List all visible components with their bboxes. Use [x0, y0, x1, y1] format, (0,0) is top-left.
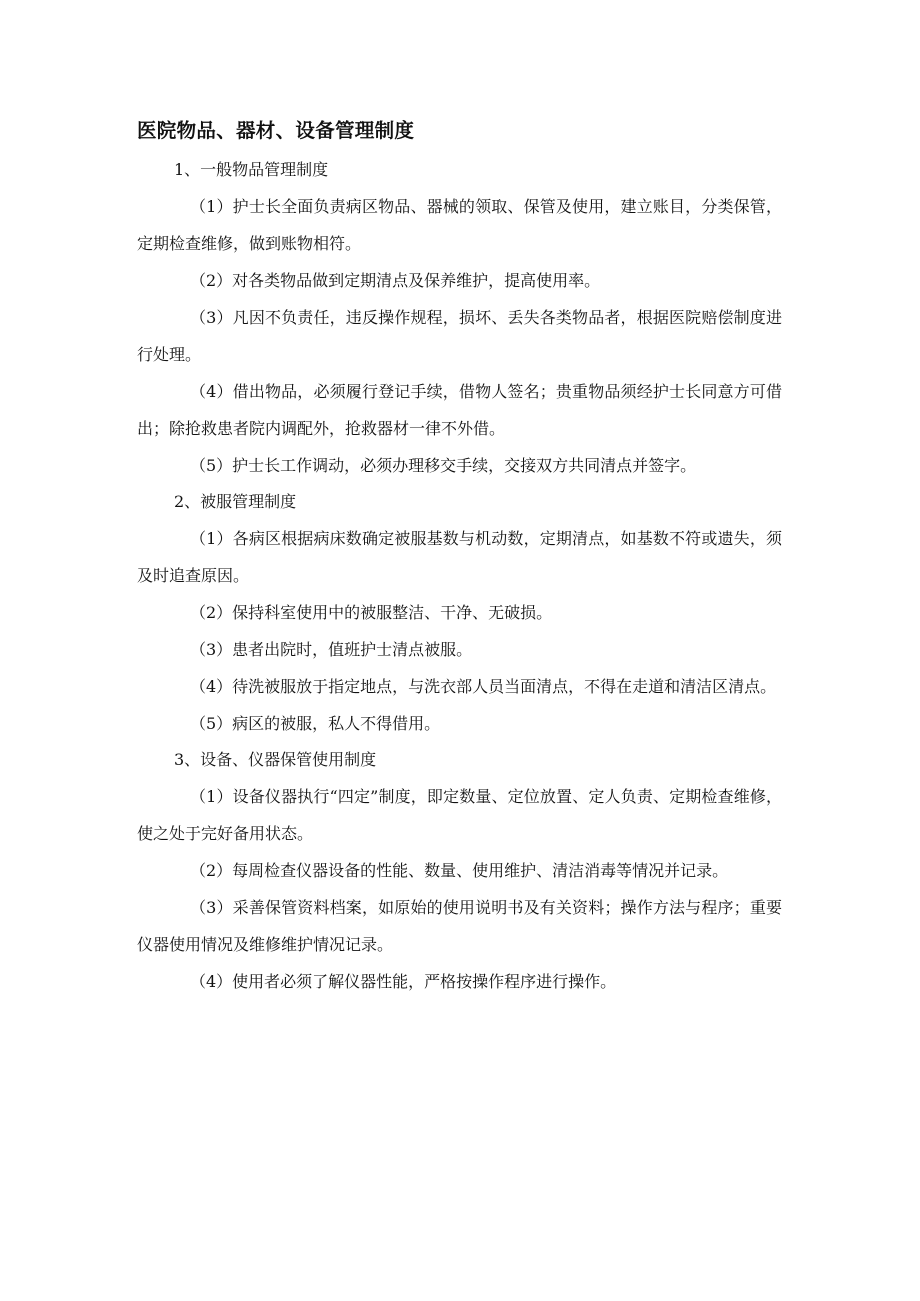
- document-title: 医院物品、器材、设备管理制度: [137, 119, 415, 142]
- paragraph-item: （2）保持科室使用中的被服整洁、干净、无破损。: [190, 603, 553, 622]
- section-heading: 2、被服管理制度: [174, 492, 297, 511]
- paragraph-item: （4）使用者必须了解仪器性能，严格按操作程序进行操作。: [190, 972, 617, 991]
- paragraph-item: （5）护士长工作调动，必须办理移交手续，交接双方共同清点并签字。: [190, 456, 697, 475]
- paragraph-item: （1）设备仪器执行“四定”制度，即定数量、定位放置、定人负责、定期检查维修，使之处于完好备用状态。: [137, 787, 782, 843]
- section-heading: 3、设备、仪器保管使用制度: [174, 750, 377, 769]
- section-general-items: [137, 152, 782, 484]
- paragraph-item: （5）病区的被服，私人不得借用。: [190, 714, 441, 733]
- section-equipment: [137, 742, 782, 1000]
- section-heading: 1、一般物品管理制度: [174, 160, 329, 179]
- paragraph-item: （4）待洗被服放于指定地点，与洗衣部人员当面清点，不得在走道和清洁区清点。: [190, 677, 777, 696]
- paragraph-item: （2）对各类物品做到定期清点及保养维护，提高使用率。: [190, 271, 601, 290]
- paragraph-item: （1）护士长全面负责病区物品、器械的领取、保管及使用，建立账目，分类保管，定期检查维修，做到账物相符。: [137, 197, 782, 253]
- paragraph-item: （1）各病区根据病床数确定被服基数与机动数，定期清点，如基数不符或遗失，须及时追查原因。: [137, 529, 782, 585]
- document-body: [137, 152, 782, 1000]
- paragraph-item: （4）借出物品，必须履行登记手续，借物人签名；贵重物品须经护士长同意方可借出；除抢救患者院内调配外，抢救器材一律不外借。: [137, 382, 782, 438]
- section-bedding: [137, 484, 782, 742]
- paragraph-item: （3）凡因不负责任，违反操作规程，损坏、丢失各类物品者，根据医院赔偿制度进行处理。: [137, 308, 782, 364]
- paragraph-item: （3）采善保管资料档案，如原始的使用说明书及有关资料；操作方法与程序；重要仪器使用情况及维修维护情况记录。: [137, 898, 782, 954]
- paragraph-item: （2）每周检查仪器设备的性能、数量、使用维护、清洁消毒等情况并记录。: [190, 861, 729, 880]
- paragraph-item: （3）患者出院时，值班护士清点被服。: [190, 640, 473, 659]
